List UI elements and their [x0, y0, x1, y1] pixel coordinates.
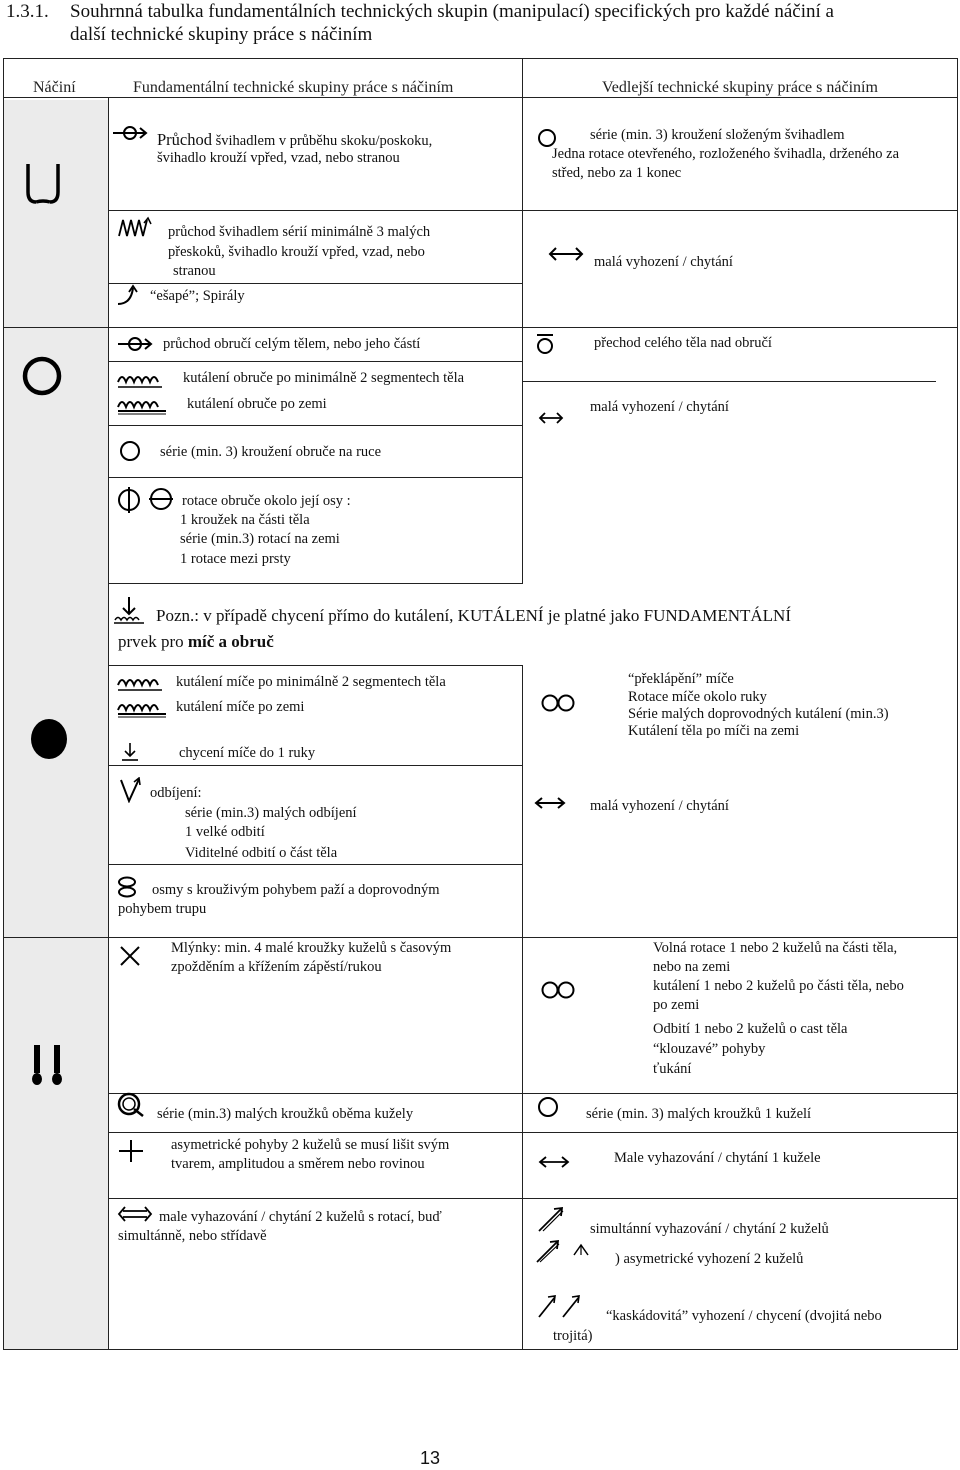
- ball-other-a-line2: Rotace míče okolo ruky: [628, 689, 767, 705]
- hoop-apparatus-icon: [20, 355, 64, 397]
- rope-fund-b-line2: přeskoků, švihadlo krouží vpřed, vzad, nebo: [168, 244, 425, 260]
- header-apparatus: Náčiní: [33, 79, 76, 96]
- cascade-throw-icon: [535, 1293, 587, 1319]
- heading-line-1: Souhrnná tabulka fundamentálních technických skupin (manipulací) specifických pro každé náčiní a: [70, 1, 834, 22]
- rope-other-b: malá vyhození / chytání: [594, 254, 733, 270]
- ball-fund-d-line1: osmy s krouživým pohybem paží a doprovodným: [152, 882, 440, 898]
- note-line1: Pozn.: v případě chycení přímo do kutálení, KUTÁLENÍ je platné jako FUNDAMENTÁLNÍ: [156, 606, 791, 625]
- over-hoop-icon: [535, 332, 555, 356]
- double-circle-icon: [117, 1092, 145, 1118]
- circle-icon: [119, 440, 141, 462]
- clubs-fund-a-line1: Mlýnky: min. 4 malé kroužky kuželů s časovým: [171, 940, 452, 956]
- ball-apparatus-icon: [29, 717, 69, 761]
- clubs-other-b: série (min. 3) malých kroužků 1 kuželí: [586, 1106, 812, 1122]
- rope-other-a-line3: střed, nebo za 1 konec: [552, 165, 682, 181]
- roll-on-floor-icon: [116, 395, 168, 415]
- section-number: 1.3.1.: [6, 1, 49, 22]
- catch-to-roll-icon: [112, 595, 146, 625]
- section-heading: [6, 0, 946, 46]
- hoop-fund-d-line1: rotace obruče okolo její osy :: [182, 493, 351, 509]
- rope-fund-b-line3: stranou: [173, 263, 216, 279]
- hoop-fund-d-line2: 1 kroužek na části těla: [180, 512, 310, 528]
- rope-fund-a-line1: Průchod švihadlem v průběhu skoku/poskoku,: [157, 130, 433, 149]
- rope-other-a-line1: série (min. 3) kroužení složeným švihadlem: [590, 127, 845, 143]
- clubs-other-d: simultánní vyhazování / chytání 2 kuželů: [590, 1221, 829, 1237]
- clubs-other-c: Male vyhazování / chytání 1 kužele: [614, 1150, 821, 1166]
- rope-other-a-line2: Jedna rotace otevřeného, rozloženého švihadla, drženého za: [552, 146, 900, 162]
- hoop-fund-c: série (min. 3) kroužení obruče na ruce: [160, 444, 382, 460]
- header-fundamental: Fundamentální technické skupiny práce s náčiním: [133, 79, 454, 96]
- asymmetric-cross-icon: [117, 1138, 145, 1164]
- pass-through-icon: [112, 125, 148, 141]
- ball-other-a-line3: Série malých doprovodných kutálení (min.3): [628, 706, 889, 722]
- hoop-fund-b-line1: kutálení obruče po minimálně 2 segmentech těla: [183, 370, 465, 386]
- double-arrow-icon: [117, 1205, 153, 1223]
- note-line2: prvek pro míč a obruč: [118, 632, 274, 651]
- hoop-fund-a: průchod obručí celým tělem, nebo jeho částí: [163, 336, 421, 352]
- clubs-other-a-line7: ťukání: [653, 1061, 692, 1077]
- mills-cross-icon: [119, 945, 141, 967]
- hoop-other-a: přechod celého těla nad obručí: [594, 335, 772, 351]
- clubs-fund-b: série (min.3) malých kroužků oběma kužely: [157, 1106, 414, 1122]
- ball-other-b: malá vyhození / chytání: [590, 798, 729, 814]
- page-number: 13: [420, 1448, 441, 1468]
- figure-eight-icon: [540, 693, 576, 713]
- ball-other-a-line4: Kutálení těla po míči na zemi: [628, 723, 800, 739]
- ball-fund-c-line2: série (min.3) malých odbíjení: [185, 805, 357, 821]
- ball-fund-c-line4: Viditelné odbití o část těla: [185, 845, 338, 861]
- figure-eight-icon: [540, 980, 576, 1000]
- ball-fund-a-line1: kutálení míče po minimálně 2 segmentech těla: [176, 674, 446, 690]
- small-throw-icon: [537, 1154, 571, 1170]
- hoop-fund-b-line2: kutálení obruče po zemi: [187, 396, 327, 412]
- diagonal-throw-icon: [535, 1238, 561, 1264]
- small-throw-icon: [547, 245, 585, 263]
- ball-other-a-line1: “překlápění” míče: [628, 671, 734, 687]
- clubs-other-e: ) asymetrické vyhození 2 kuželů: [615, 1251, 804, 1267]
- small-throw-icon: [537, 410, 565, 426]
- spin-vertical-icon: [116, 486, 142, 514]
- rope-apparatus-icon: [24, 162, 64, 204]
- clubs-other-a-line1: Volná rotace 1 nebo 2 kuželů na části těla,: [653, 940, 898, 956]
- hoop-fund-d-line4: 1 rotace mezi prsty: [180, 551, 291, 567]
- clubs-fund-a-line2: zpožděním a křížením zápěstí/rukou: [171, 959, 382, 975]
- echappe-icon: [115, 284, 143, 306]
- bounce-icon: [118, 777, 142, 803]
- rope-fund-b-line4: “ešapé”; Spirály: [150, 288, 245, 304]
- ball-fund-c-line1: odbíjení:: [150, 785, 202, 801]
- figure-eight-vertical-icon: [116, 876, 138, 898]
- spin-horizontal-icon: [148, 486, 174, 512]
- clubs-other-a-line2: nebo na zemi: [653, 959, 731, 975]
- heading-line-2: další technické skupiny práce s náčiním: [70, 24, 373, 45]
- zigzag-skips-icon: [117, 216, 153, 238]
- clubs-other-a-line4: po zemi: [653, 997, 700, 1013]
- clubs-apparatus-icon: [32, 1043, 64, 1087]
- ball-fund-a-line2: kutálení míče po zemi: [176, 699, 305, 715]
- circle-icon: [537, 1096, 559, 1118]
- roll-on-floor-icon: [116, 698, 168, 718]
- clubs-other-a-line3: kutálení 1 nebo 2 kuželů po části těla, nebo: [653, 978, 904, 994]
- rope-fund-a-line2: švihadlo krouží vpřed, vzad, nebo stranou: [157, 150, 400, 166]
- clubs-other-f-line2: trojitá): [553, 1328, 593, 1344]
- catch-icon: [120, 742, 140, 762]
- pass-through-icon: [117, 336, 153, 352]
- clubs-fund-d-line2: simultánně, nebo střídavě: [118, 1228, 267, 1244]
- clubs-fund-c-line2: tvarem, amplitudou a směrem nebo rovinou: [171, 1156, 425, 1172]
- hoop-other-b: malá vyhození / chytání: [590, 399, 729, 415]
- hoop-fund-d-line3: série (min.3) rotací na zemi: [180, 531, 340, 547]
- rope-fund-b-line1: průchod švihadlem sérií minimálně 3 malých: [168, 224, 431, 240]
- small-throw-icon: [533, 795, 567, 811]
- diagonal-throw-icon: [537, 1205, 565, 1233]
- clubs-other-a-line6: “klouzavé” pohyby: [653, 1041, 766, 1057]
- clubs-other-a-line5: Odbití 1 nebo 2 kuželů o cast těla: [653, 1021, 848, 1037]
- roll-on-body-icon: [116, 370, 164, 390]
- ball-fund-d-line2: pohybem trupu: [118, 901, 207, 917]
- header-other: Vedlejší technické skupiny práce s náčiním: [602, 79, 878, 96]
- hat-icon: [572, 1243, 590, 1257]
- clubs-fund-c-line1: asymetrické pohyby 2 kuželů se musí lišit svým: [171, 1137, 450, 1153]
- clubs-fund-d-line1: male vyhazování / chytání 2 kuželů s rotací, buď: [159, 1209, 442, 1225]
- clubs-other-f-line1: “kaskádovitá” vyhození / chycení (dvojitá nebo: [606, 1308, 882, 1324]
- ball-fund-c-line3: 1 velké odbití: [185, 824, 265, 840]
- ball-fund-b: chycení míče do 1 ruky: [179, 745, 316, 761]
- roll-on-body-icon: [116, 673, 164, 693]
